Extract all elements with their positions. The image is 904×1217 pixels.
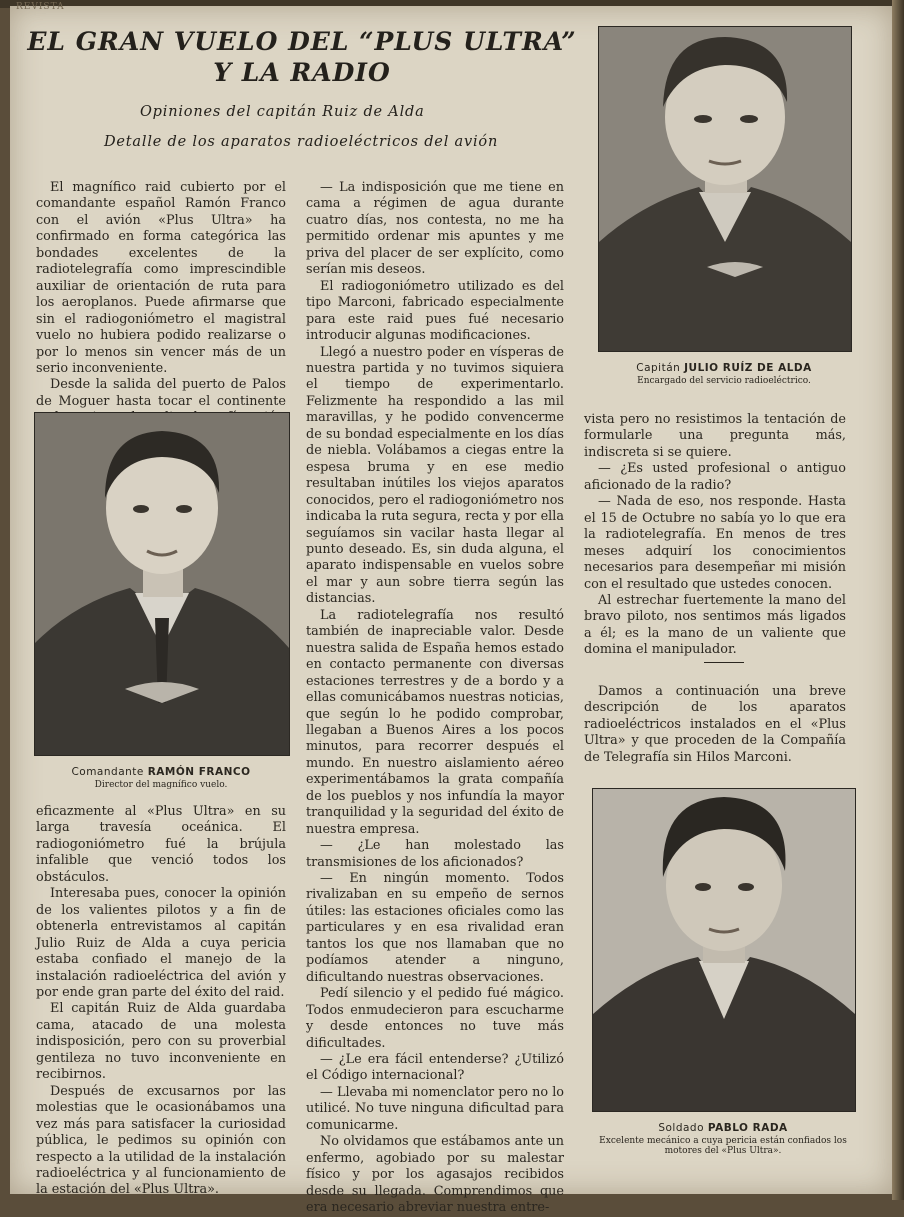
col2-paragraph: Pedí silencio y el pedido fué mágico. Todos enmudecieron para escucharme y desde entonces no tuve más dificultades. xyxy=(306,986,564,1051)
photo-ramon-franco xyxy=(34,412,290,756)
col2-paragraph: Llegó a nuestro poder en vísperas de nuestra partida y no tuvimos siquiera el tiempo de experimentarlo. Felizmente ha respondido a las mil maravillas, y he podido convencerme de su bondad especialmente en los días de niebla. Volábamos a ciegas entre la espesa bruma y en ese medio resultaban inútiles los viejos aparatos conocidos, pero el radiogoniómetro nos indicaba la ruta segura, recta y por ella seguíamos sin vacilar hasta llegar al punto deseado. Es, sin duda alguna, el aparato indispensable en vuelos sobre el mar y aun sobre tierra según las distancias. xyxy=(306,344,564,607)
photo-julio-ruiz-de-alda xyxy=(598,26,852,352)
col2-paragraph: — ¿Le era fácil entenderse? ¿Utilizó el Código internacional? xyxy=(306,1052,564,1084)
column-3-bottom xyxy=(584,684,846,766)
caption-ramon-franco xyxy=(34,766,288,790)
col3-paragraph: vista pero no resistimos la tentación de formularle una pregunta más, indiscreta si se quiere. xyxy=(584,412,846,460)
portrait-illustration xyxy=(599,27,851,351)
subtitle-opinions: Opiniones del capitán Ruiz de Alda xyxy=(140,104,425,120)
subtitle-details: Detalle de los aparatos radioeléctricos del avión xyxy=(104,134,499,150)
caption-rank: Soldado xyxy=(658,1122,705,1134)
col3-paragraph: Al estrechar fuertemente la mano del bravo piloto, nos sentimos más ligados a él; es la mano de un valiente que domina el manipulador. xyxy=(584,592,846,658)
col3-paragraph: — ¿Es usted profesional o antiguo aficionado de la radio? xyxy=(584,461,846,493)
col2-paragraph: — La indisposición que me tiene en cama a régimen de agua durante cuatro días, nos contesta, no me ha permitido ordenar mis apuntes y me priva del placer de ser explícito, como serían mis deseos. xyxy=(306,180,564,278)
col2-paragraph: La radiotelegrafía nos resultó también de inapreciable valor. Desde nuestra salida de España hemos estado en contacto permanente con diversas estaciones terrestres y de a bordo y a ellas comunicábamos nuestras noticias, que según lo he podido comprobar, llegaban a Buenos Aires a los pocos minutos, para recorrer después el mundo. En nuestro aislamiento aéreo experimentábamos la grata compañía de los pueblos y nos infundía la mayor tranquilidad y la seguridad del éxito de nuestra empresa. xyxy=(306,607,564,837)
column-3-top xyxy=(584,412,846,659)
title-line-1: EL GRAN VUELO DEL “PLUS ULTRA” xyxy=(27,27,577,56)
col2-paragraph: — Llevaba mi nomenclator pero no lo utilicé. No tuve ninguna dificultad para comunicarme. xyxy=(306,1084,564,1133)
col1-paragraph: Desde la salida del puerto de Palos de Moguer hasta tocar el continente xyxy=(36,377,286,409)
col3-paragraph: — Nada de eso, nos responde. Hasta el 15 de Octubre no sabía yo lo que era la radiotelegrafía. En menos de tres meses adquirí los conocimientos necesarios para desempeñar mi misión con el resultado que ustedes conocen. xyxy=(584,494,846,592)
portrait-illustration xyxy=(593,789,855,1111)
col2-paragraph: — En ningún momento. Todos rivalizaban en su empeño de sernos útiles: las estaciones oficiales como las particulares y en esa rivalidad eran tantos los que nos llamaban que no podíamos atender a ninguno, dificultando nuestras observaciones. xyxy=(306,871,564,985)
col3-paragraph: Damos a continuación una breve descripción de los aparatos radioeléctricos instalados en el «Plus Ultra» y que proceden de la Compañía de Telegrafía sin Hilos Marconi. xyxy=(584,684,846,765)
caption-subtitle: Director del magnífico vuelo. xyxy=(94,780,228,790)
section-divider xyxy=(704,662,744,663)
caption-name: JULIO RUÍZ DE ALDA xyxy=(684,362,812,374)
caption-rank: Comandante xyxy=(71,766,144,778)
col1-paragraph: Interesaba pues, conocer la opinión de los valientes pilotos y a fin de obtenerla entrevistamos al capitán Julio Ruiz de Alda a cuya pericia estaba confiado el manejo de la instalación radioeléctrica del avión y por ende gran parte del éxito del raid. xyxy=(36,886,286,1000)
caption-julio-ruiz-de-alda xyxy=(598,362,850,386)
col2-paragraph: — ¿Le han molestado las transmisiones de los aficionados? xyxy=(306,838,564,870)
title-line-2: Y LA RADIO xyxy=(213,58,391,87)
caption-pablo-rada xyxy=(592,1122,854,1156)
column-1-top xyxy=(36,180,286,427)
caption-name: PABLO RADA xyxy=(707,1122,788,1134)
col2-paragraph: El radiogoniómetro utilizado es del tipo Marconi, fabricado especialmente para este raid pues fué necesario introducir algunas modificaciones. xyxy=(306,278,564,344)
caption-name: RAMÓN FRANCO xyxy=(147,766,251,778)
caption-subtitle: Encargado del servicio radioeléctrico. xyxy=(637,376,811,386)
article-title xyxy=(22,26,582,88)
column-1-bottom xyxy=(36,804,286,1199)
caption-subtitle: Excelente mecánico a cuya pericia están confiados los motores del «Plus Ultra». xyxy=(599,1136,847,1156)
column-2 xyxy=(306,180,564,1217)
col1-paragraph: Después de excusarnos por las molestias que le ocasionábamos una vez más para satisfacer la curiosidad pública, le pedimos su opinión con respecto a la utilidad de la instalación radioeléctrica y al funcionamiento de la estación del «Plus Ultra». xyxy=(36,1083,286,1198)
col1-paragraph: El capitán Ruiz de Alda guardaba cama, atacado de una molesta indisposición, pero con su proverbial gentileza no tuvo inconveniente en recibirnos. xyxy=(36,1001,286,1083)
col2-paragraph: No olvidamos que estábamos ante un enfermo, agobiado por su malestar físico y por los agasajos recibidos desde su llegada. Comprendimos que era necesario abreviar nuestra entre- xyxy=(306,1134,564,1216)
caption-rank: Capitán xyxy=(636,362,681,374)
col1-paragraph: El magnífico raid cubierto por el comandante español Ramón Franco con el avión «Plus Ultra» ha confirmado en forma categórica las bondades excelentes de la radiotelegrafía como imprescindible auxiliar de orientación de ruta para los aeroplanos. Puede afirmarse que sin el radiogoniómetro el magistral vuelo no hubiera podido realizarse o por lo menos sin vencer más de un serio inconveniente. xyxy=(36,180,286,376)
book-spine-edge xyxy=(892,0,904,1200)
portrait-illustration xyxy=(35,413,289,755)
photo-pablo-rada xyxy=(592,788,856,1112)
running-head: REVISTA xyxy=(16,2,65,12)
col1-paragraph: eficazmente al «Plus Ultra» en su larga travesía oceánica. El radiogoniómetro fué la brújula infalible que venció todos los obstáculos. xyxy=(36,804,286,885)
